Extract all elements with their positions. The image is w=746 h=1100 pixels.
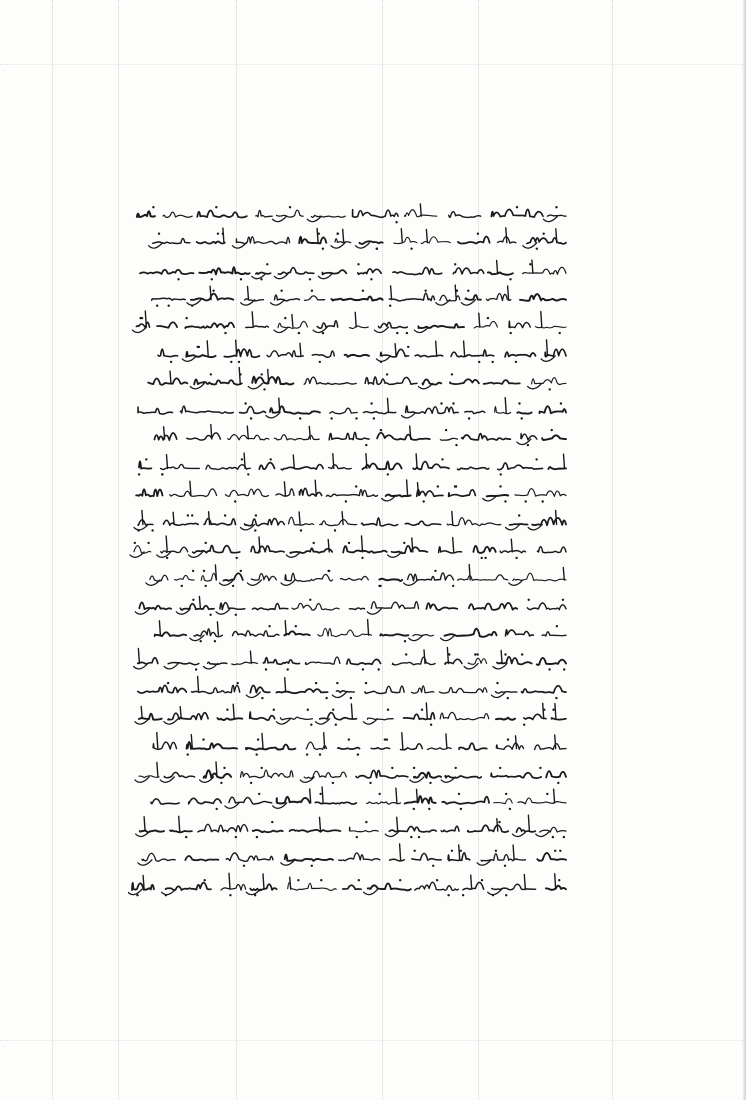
handwriting-ink: [128, 842, 568, 872]
handwritten-text-block: [128, 198, 568, 898]
manuscript-line: [128, 198, 568, 228]
manuscript-line: [128, 282, 568, 312]
manuscript-line: [128, 254, 568, 284]
scan-dotted-rule: [0, 1040, 746, 1041]
handwriting-ink: [128, 450, 568, 480]
handwriting-ink: [128, 366, 568, 396]
handwriting-ink: [128, 534, 568, 564]
manuscript-line: [128, 562, 568, 592]
handwriting-ink: [128, 254, 568, 284]
handwriting-ink: [128, 590, 568, 620]
handwriting-ink: [128, 198, 568, 228]
handwriting-ink: [128, 506, 568, 536]
handwriting-ink: [128, 618, 568, 648]
manuscript-line: [128, 506, 568, 536]
handwriting-ink: [128, 338, 568, 368]
manuscript-line: [128, 870, 568, 900]
handwriting-ink: [128, 758, 568, 788]
manuscript-line: [128, 478, 568, 508]
manuscript-line: [128, 730, 568, 760]
manuscript-line: [128, 674, 568, 704]
manuscript-line: [128, 786, 568, 816]
manuscript-line: [128, 702, 568, 732]
scan-dotted-rule: [52, 0, 53, 1100]
manuscript-line: [128, 450, 568, 480]
handwriting-ink: [128, 814, 568, 844]
manuscript-line: [128, 366, 568, 396]
scan-dotted-rule: [0, 64, 746, 65]
handwriting-ink: [128, 422, 568, 452]
handwriting-ink: [128, 674, 568, 704]
manuscript-line: [128, 226, 568, 256]
manuscript-line: [128, 814, 568, 844]
manuscript-line: [128, 310, 568, 340]
handwriting-ink: [128, 562, 568, 592]
manuscript-line: [128, 422, 568, 452]
scan-dotted-rule: [612, 0, 613, 1100]
handwriting-ink: [128, 870, 568, 900]
handwriting-ink: [128, 730, 568, 760]
handwriting-ink: [128, 226, 568, 256]
handwriting-ink: [128, 310, 568, 340]
manuscript-line: [128, 842, 568, 872]
handwriting-ink: [128, 478, 568, 508]
handwriting-ink: [128, 282, 568, 312]
handwriting-ink: [128, 786, 568, 816]
scan-dotted-rule: [118, 0, 119, 1100]
manuscript-line: [128, 394, 568, 424]
manuscript-line: [128, 590, 568, 620]
manuscript-line: [128, 646, 568, 676]
manuscript-line: [128, 338, 568, 368]
manuscript-line: [128, 534, 568, 564]
handwriting-ink: [128, 646, 568, 676]
manuscript-line: [128, 618, 568, 648]
scan-edge-shadow: [742, 0, 746, 1100]
handwriting-ink: [128, 394, 568, 424]
manuscript-line: [128, 758, 568, 788]
handwriting-ink: [128, 702, 568, 732]
